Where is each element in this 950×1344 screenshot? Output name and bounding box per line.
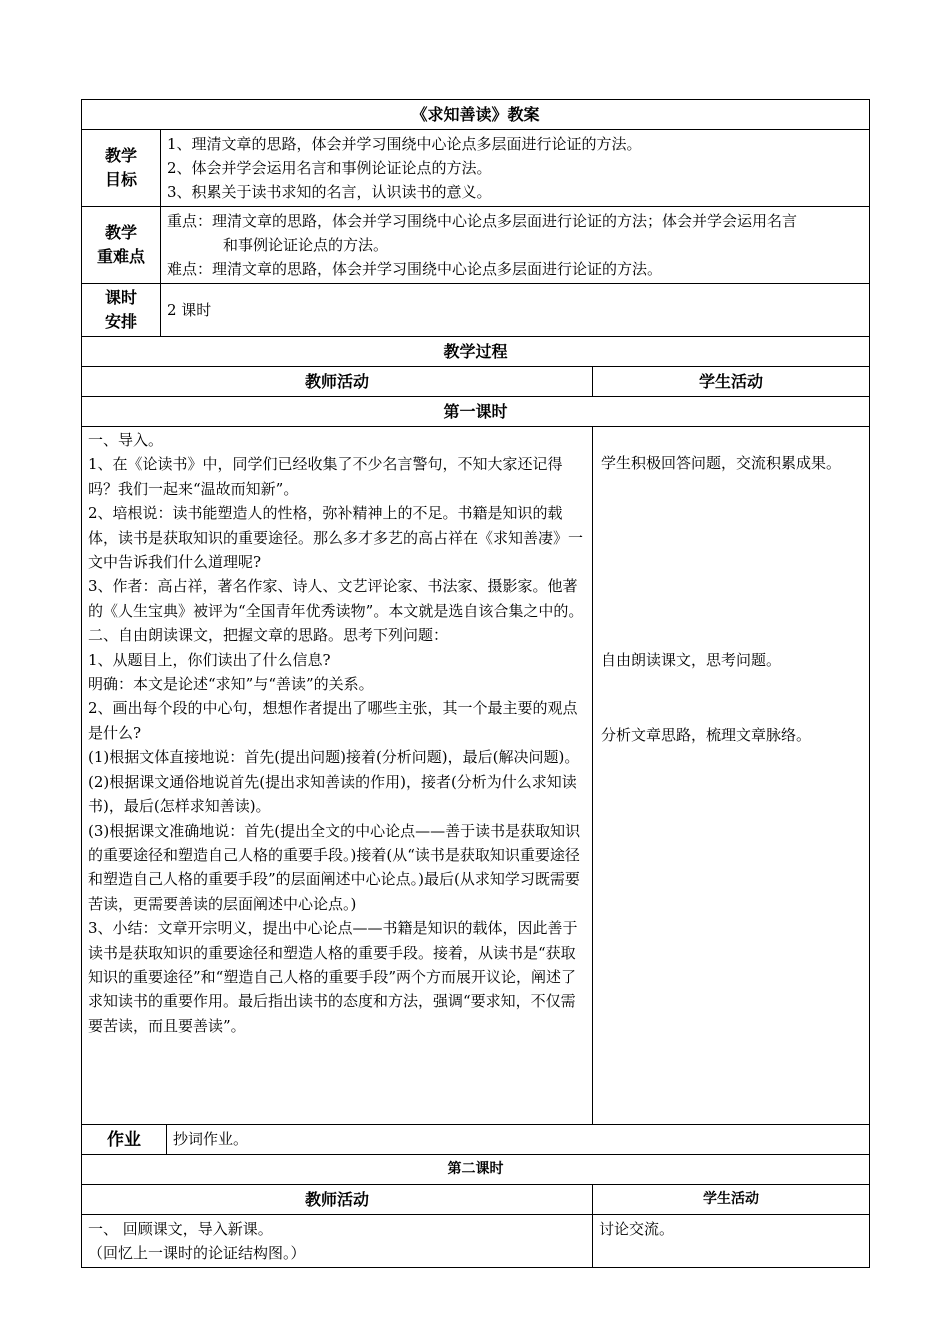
title-row [82, 100, 870, 130]
homework-row [82, 1125, 870, 1155]
lesson1-student-activity [593, 427, 870, 1125]
teacher-line: 3、小结：文章开宗明义，提出中心论点——书籍是知识的载体，因此善于读书是获取知识的重要途径和塑造人格的重要手段。接着，从读书是“获取知识的重要途径”和“塑造自己人格的重要手段”两个方而展开议论，阐述了求知读书的重要作用。最后指出读书的态度和方法，强调“要求知，不仅需要苦读，而且要善读”。 [88, 919, 578, 1035]
teacher-line: （回忆上一课时的论证结构图。） [88, 1244, 306, 1262]
lesson2-content-row [82, 1215, 870, 1268]
objective-item: 3、积累关于读书求知的名言，认识读书的意义。 [167, 183, 492, 201]
student-line: 自由朗读课文，思考问题。 [601, 651, 782, 669]
objectives-label [82, 130, 161, 207]
objectives-label-top: 教学 [104, 146, 137, 165]
teacher-activity-header: 教师活动 [82, 367, 593, 397]
schedule-value: 2 课时 [161, 284, 870, 337]
teacher-line: 2、画出每个段的中心句，想想作者提出了哪些主张，其一个最主要的观点是什么? [88, 699, 578, 742]
student-line: 学生积极回答问题，交流积累成果。 [601, 454, 842, 472]
key-points-row [82, 207, 870, 284]
schedule-label-bottom: 安排 [104, 312, 137, 331]
teacher-line: (3)根据课文准确地说：首先(提出全文的中心论点——善于读书是获取知识的重要途径和塑造自己人格的重要手段。)接着(从“读书是获取知识重要途径和塑造自己人格的重要手段”的层面阐述中心论点。)最后(从求知学习既需要苦读，更需要善读的层面阐述中心论点。) [88, 821, 581, 913]
student-activity-header: 学生活动 [593, 367, 870, 397]
teacher-line: 一、 回顾课文，导入新课。 [88, 1220, 273, 1238]
lesson2-student-header: 学生活动 [593, 1185, 870, 1215]
key-points-content [161, 207, 870, 284]
teacher-line: (2)根据课文通俗地说首先(提出求知善读的作用)，接者(分析为什么求知读书)，最后(怎样求知善读)。 [88, 772, 577, 816]
lesson2-title-row [82, 1155, 870, 1185]
teacher-line: 明确：本文是论述“求知”与“善读”的关系。 [88, 675, 374, 694]
difficult-point-text: 难点：理清文章的思路，体会并学习围绕中心论点多层面进行论证的方法。 [167, 260, 663, 278]
activity-header-row [82, 367, 870, 397]
objectives-content [161, 130, 870, 207]
lesson-plan-document [81, 99, 869, 1268]
key-point-text: 重点：理清文章的思路，体会并学习围绕中心论点多层面进行论证的方法；体会并学会运用名言 [167, 212, 798, 230]
lesson2-teacher-activity [82, 1215, 593, 1268]
homework-label: 作业 [82, 1125, 167, 1155]
homework-value: 抄词作业。 [167, 1125, 870, 1155]
lesson1-title-row [82, 397, 870, 427]
lesson2-student-activity [593, 1215, 870, 1268]
process-title: 教学过程 [82, 337, 870, 367]
lesson1-title: 第一课时 [82, 397, 870, 427]
lesson1-content-row [82, 427, 870, 1125]
key-point-continuation: 和事例论证论点的方法。 [223, 236, 389, 254]
lesson-plan-table [81, 99, 870, 1268]
process-title-row [82, 337, 870, 367]
objectives-label-bottom: 目标 [104, 170, 137, 189]
lesson1-teacher-activity [82, 427, 593, 1125]
objective-item: 2、体会并学会运用名言和事例论证论点的方法。 [167, 159, 492, 177]
key-points-label-top: 教学 [104, 223, 137, 242]
teacher-line: 二、自由朗读课文，把握文章的思路。思考下列问题： [88, 626, 449, 645]
lesson2-title: 第二课时 [82, 1155, 870, 1185]
teacher-line: 3、作者：高占祥，著名作家、诗人、文艺评论家、书法家、摄影家。他著的《人生宝典》被评为“全国青年优秀读物”。本文就是选自该合集之中的。 [88, 577, 584, 620]
schedule-row [82, 284, 870, 337]
teacher-line: 一、导入。 [88, 431, 164, 449]
document-title: 《求知善读》教案 [82, 100, 870, 130]
schedule-label-top: 课时 [104, 288, 137, 307]
lesson2-teacher-header: 教师活动 [82, 1185, 593, 1215]
key-points-label-bottom: 重难点 [96, 247, 145, 266]
teacher-line: 1、从题目上，你们读出了什么信息? [88, 650, 331, 669]
student-line: 讨论交流。 [599, 1220, 675, 1238]
teacher-line: 1、在《论读书》中，同学们已经收集了不少名言警句，不知大家还记得吗？我们一起来“温故而知新”。 [88, 455, 563, 498]
teacher-line: (1)根据文体直接地说：首先(提出问题)接着(分析问题)，最后(解决问题)。 [88, 748, 580, 767]
objective-item: 1、理清文章的思路，体会并学习围绕中心论点多层面进行论证的方法。 [167, 135, 642, 153]
lesson2-header-row [82, 1185, 870, 1215]
schedule-label [82, 284, 161, 337]
key-points-label [82, 207, 161, 284]
student-line: 分析文章思路，梳理文章脉络。 [601, 726, 812, 744]
teacher-line: 2、培根说：读书能塑造人的性格，弥补精神上的不足。书籍是知识的载体，读书是获取知识的重要途径。那么多才多艺的高占祥在《求知善凄》一文中告诉我们什么道理呢? [88, 504, 584, 572]
objectives-row [82, 130, 870, 207]
